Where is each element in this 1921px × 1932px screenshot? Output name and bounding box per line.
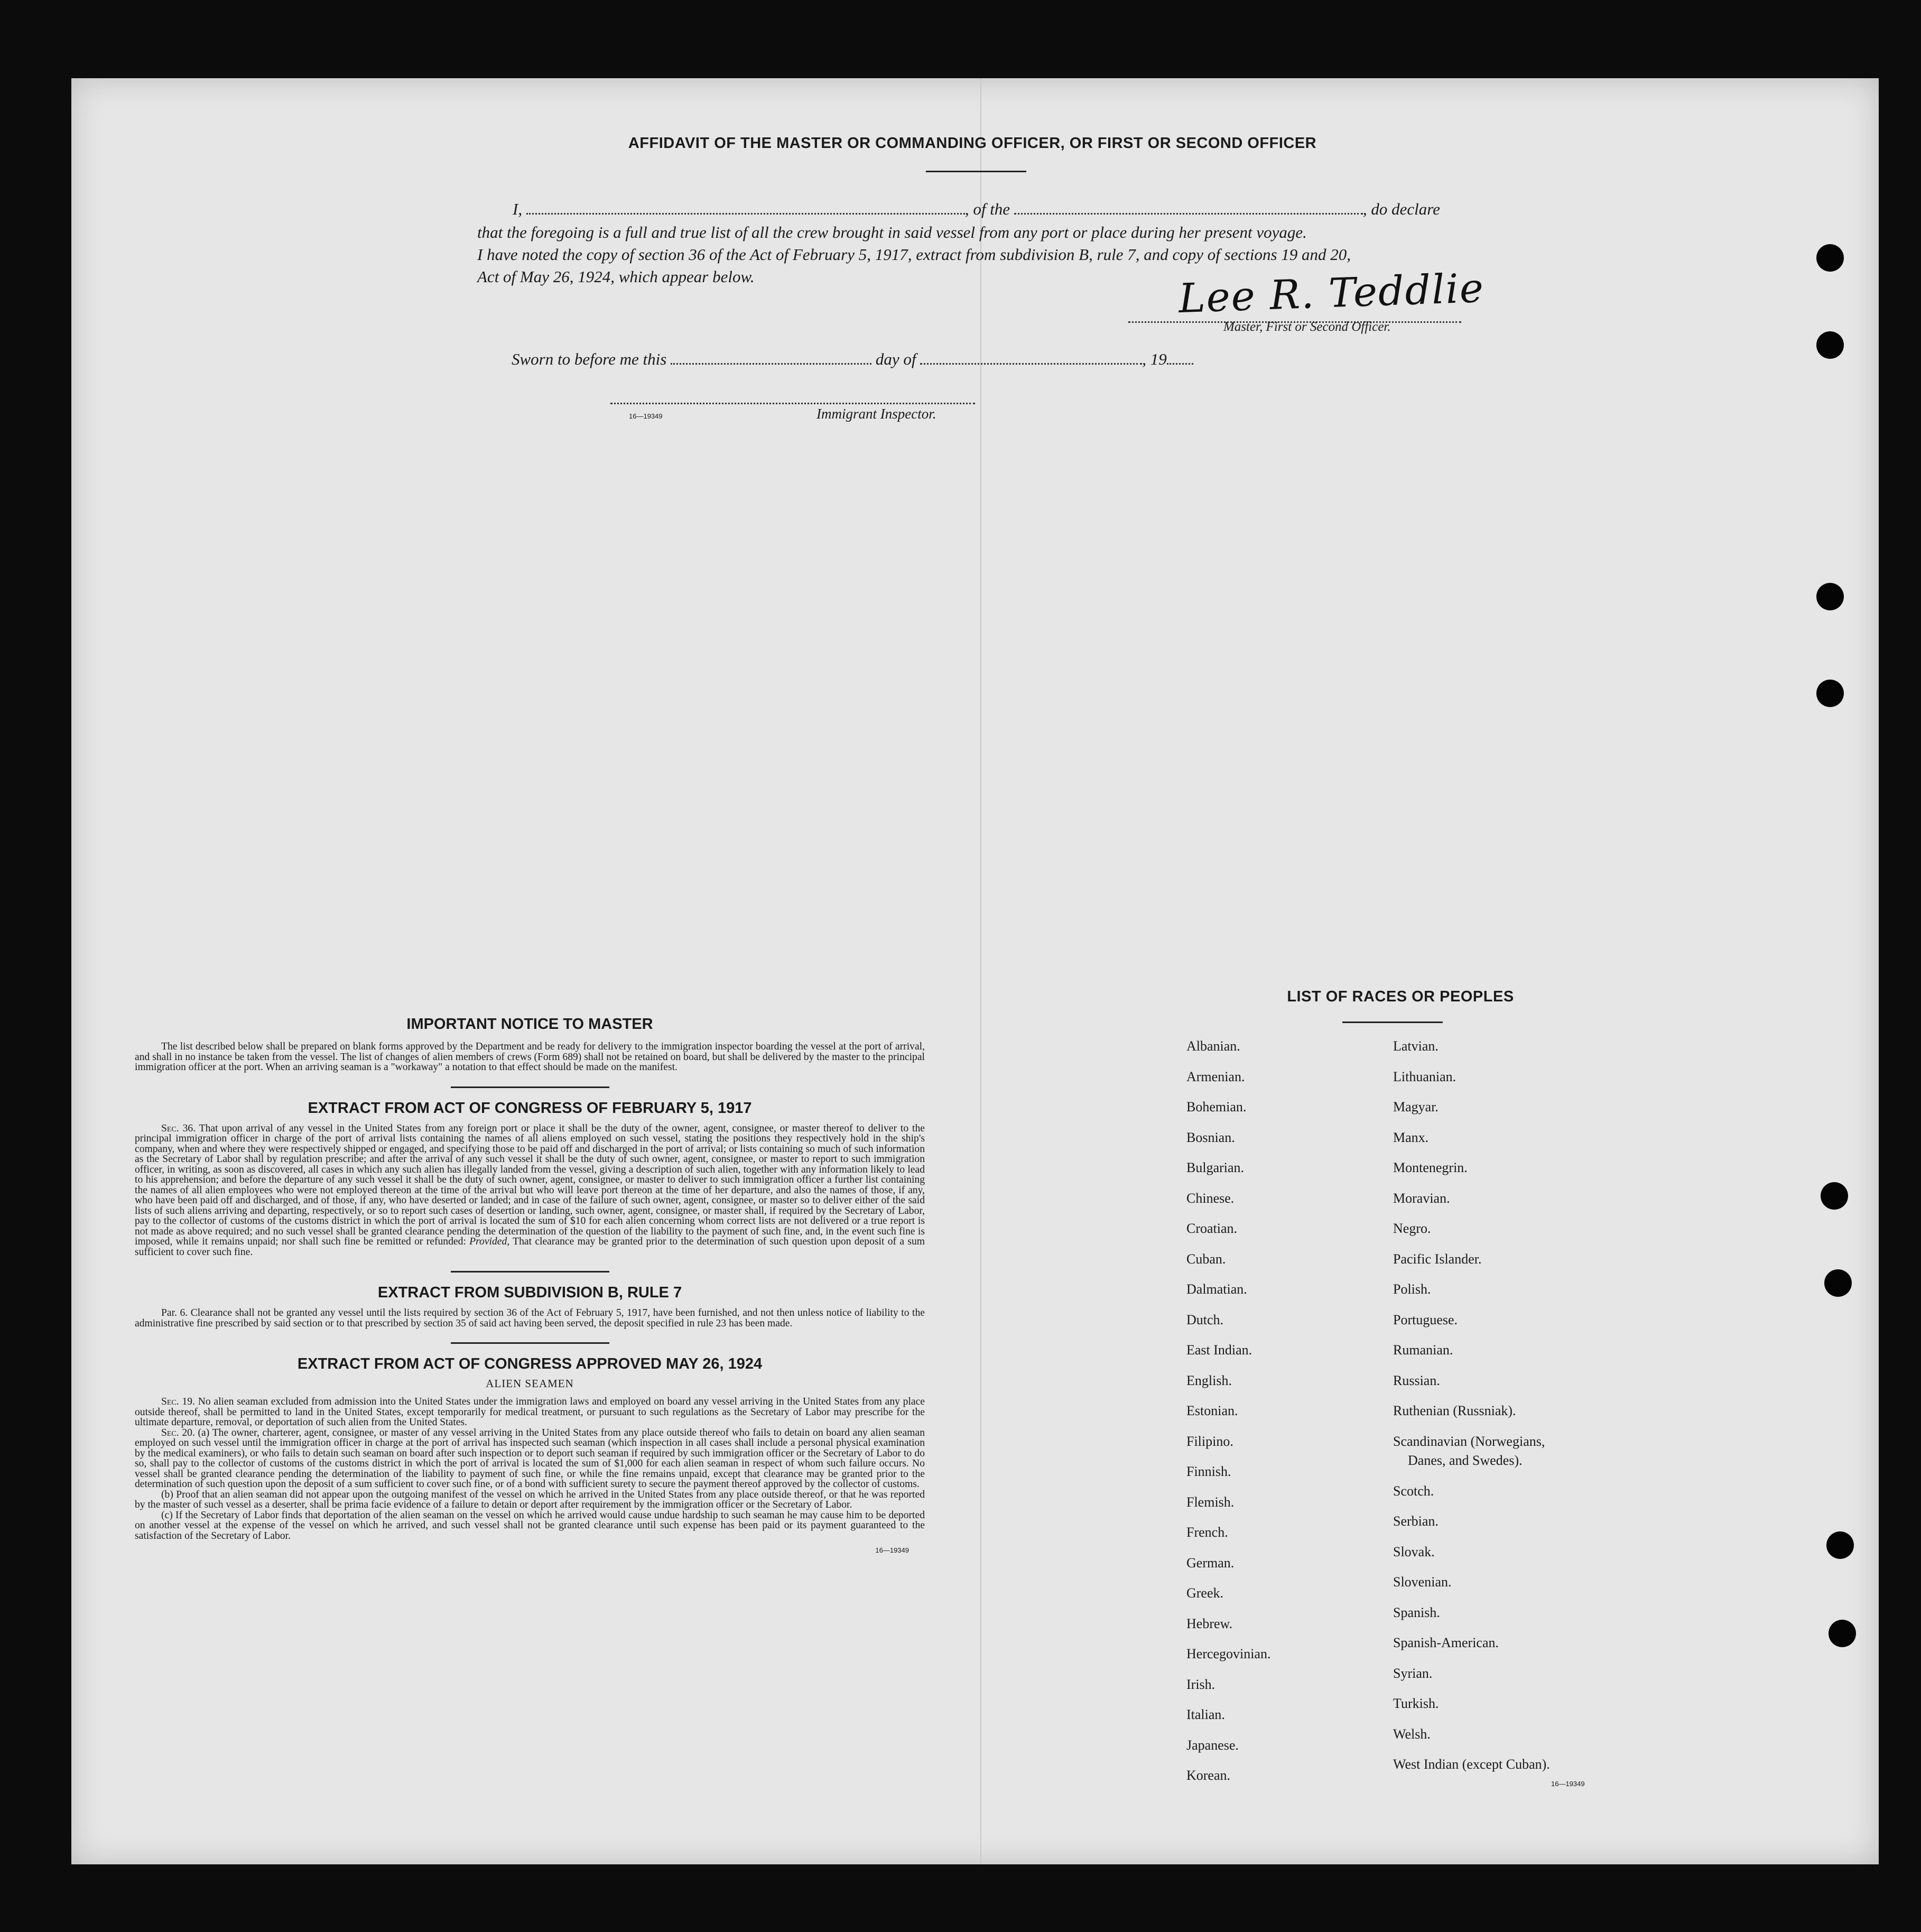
form-code: 16—19349 (629, 412, 663, 420)
sec-20-label: Sec. 20. (161, 1427, 195, 1438)
sworn-year-field[interactable] (1167, 363, 1193, 365)
race-item: Italian. (1186, 1707, 1225, 1722)
extract-1924-title: EXTRACT FROM ACT OF CONGRESS APPROVED MAY 26, 1924 (297, 1355, 763, 1372)
sworn-day-field[interactable] (671, 363, 871, 365)
affidavit-title: AFFIDAVIT OF THE MASTER OR COMMANDING OFFICER, OR FIRST OR SECOND OFFICER (628, 135, 1317, 152)
race-item: Negro. (1393, 1221, 1431, 1236)
sec-19-body: No alien seaman excluded from admission into the United States under the immigration laws and employed on board any vessel arriving in the United States from any place outside thereof, shall be permitted to land in the United States, except temporarily for medical treatment, or pursuant to such regulations as the Secretary of Labor may prescribe for the ultimate departure, removal, or deportation of such alien from the United States. (135, 1396, 925, 1428)
race-item: Syrian. (1393, 1665, 1433, 1681)
punch-hole (1824, 1269, 1852, 1297)
race-item: Welsh. (1393, 1726, 1431, 1742)
race-item: Moravian. (1393, 1190, 1450, 1206)
title-rule (926, 171, 1026, 172)
race-item: Estonian. (1186, 1403, 1238, 1418)
race-item: Irish. (1186, 1676, 1215, 1692)
declaration-line-2: that the foregoing is a full and true list of all the crew brought in said vessel from any port or place during her present voyage. (477, 223, 1307, 242)
declaration-i: I, (513, 200, 523, 218)
name-field[interactable] (526, 213, 965, 215)
sec-36-body: That upon arrival of any vessel in the United States from any foreign port or place it shall be the duty of the owner, agent, consignee, or master thereof to deliver to the principal immigration officer in charge of the port of arrival lists containing the names of all aliens employed on such vessel, stating the positions they respectively hold in the ship's company, when and where they were respectively shipped or engaged, and specifying those to be paid off and discharged in the port of arrival; or lists containing so much of such information as the Secretary of Labor shall by regulation prescribe; and after the arrival of any such vessel it shall be the duty of such owner, agent, consignee, or master to report to such immigration officer, in writing, as soon as discovered, all cases in which any such alien has illegally landed from the vessel, giving a description of such alien, together with any information likely to lead to his apprehension; and before the departure of any such vessel it shall be the duty of such owner, agent, consignee, or master to deliver to such immigration officer a further list containing the names of all alien employees who were not employed thereon at the time of the arrival but who will leave port thereon at the time of her departure, and also the names of those, if any, who have been paid off and discharged, and of those, if any, who have deserted or landed; and in case of the failure of such owner, agent, consignee, or master so to deliver either of the said lists of such aliens arriving and departing, respectively, or so to report such cases of desertion or landing, such owner, agent, consignee, or master shall, if required by the Secretary of Labor, pay to the collector of customs of the customs district in which the port of arrival is located the sum of $10 for each alien concerning whom correct lists are not delivered or a true report is not made as above required; and no such vessel shall be granted clearance pending the determination of the question of the liability to the payment of such fine, and, in the event such fine is imposed, while it remains unpaid; nor shall such fine be remitted or refunded: (135, 1122, 925, 1247)
race-item: Armenian. (1186, 1069, 1245, 1084)
race-item: Dalmatian. (1186, 1281, 1247, 1297)
sec-20b-text: (b) Proof that an alien seaman did not appear upon the outgoing manifest of the vessel on which he arrived in the United States from any place outside thereof, or that he was reported by the master of such vessel as a deserter, shall be prima facie evidence of a failure to detain or deport after requirement by the immigration officer or the Secretary of Labor. (135, 1489, 925, 1510)
race-item: Portuguese. (1393, 1312, 1458, 1327)
sworn-label: Sworn to before me this (512, 350, 667, 368)
master-signature: Lee R. Teddlie (1177, 264, 1486, 322)
punch-hole (1829, 1620, 1856, 1647)
race-item: Lithuanian. (1393, 1069, 1456, 1084)
race-item: Dutch. (1186, 1312, 1224, 1327)
race-item: Danes, and Swedes). (1408, 1452, 1523, 1468)
race-item: Spanish. (1393, 1604, 1440, 1620)
race-item: Croatian. (1186, 1221, 1238, 1236)
race-item: Scotch. (1393, 1483, 1434, 1499)
sworn-month-field[interactable] (920, 363, 1142, 365)
race-item: Albanian. (1186, 1038, 1240, 1054)
race-item: Polish. (1393, 1281, 1431, 1297)
sec-19-label: Sec. 19. (161, 1396, 195, 1407)
vessel-field[interactable] (1014, 213, 1363, 215)
race-item: Bosnian. (1186, 1129, 1235, 1145)
race-item: Flemish. (1186, 1494, 1235, 1510)
sec-20a-body: (a) The owner, charterer, agent, consignee, or master of any vessel arriving in the United States from any place outside thereof who fails to detain on board any alien seaman employed on such vessel until the immigration officer in charge at the port of arrival has inspected such seaman (which inspection in all cases shall include a personal physical examination by the medical examiners), or who fails to detain such seaman on board after such inspection or to deport such seaman if required by such immigration officer or the Secretary of Labor to do so, shall pay to the collector of customs of the customs district in which the port of arrival is located the sum of $1,000 for each alien seaman in respect of whom such failure occurs. No vessel shall be granted clearance pending the determination of the liability to payment of such fine, or while the fine remains unpaid, except that clearance may be granted prior to the determination of such question upon the deposit of a sum sufficient to cover such fine, or of a bond with sufficient surety to secure the payment thereof approved by the collector of customs. (135, 1427, 925, 1490)
sworn-year-label: , 19 (1142, 350, 1167, 368)
race-item: Scandinavian (Norwegians, (1393, 1433, 1545, 1449)
race-item: Magyar. (1393, 1099, 1439, 1114)
proviso-label: Provided, (469, 1236, 510, 1247)
race-item: Latvian. (1393, 1038, 1439, 1054)
race-item: Bulgarian. (1186, 1160, 1245, 1175)
declaration-line-1 (513, 200, 1480, 219)
race-item: English. (1186, 1372, 1232, 1388)
race-item: Rumanian. (1393, 1342, 1453, 1358)
race-item: Chinese. (1186, 1190, 1235, 1206)
declaration-of-the: , of the (964, 200, 1010, 218)
race-item: Manx. (1393, 1129, 1429, 1145)
race-item: Hercegovinian. (1186, 1646, 1271, 1661)
subdivision-text: Par. 6. Clearance shall not be granted any vessel until the lists required by section 36 of the Act of February 5, 1917, have been furnished, and not then unless notice of liability to the administrative fine prescribed by said section or to that prescribed by section 35 of said act having been served, the deposit specified in rule 23 has been made. (135, 1307, 925, 1329)
page-fold (980, 78, 981, 1864)
section-divider (451, 1271, 609, 1272)
race-item: Turkish. (1393, 1696, 1439, 1711)
race-item: Korean. (1186, 1768, 1231, 1783)
form-code: 16—19349 (875, 1546, 909, 1554)
subdivision-title: EXTRACT FROM SUBDIVISION B, RULE 7 (377, 1284, 682, 1301)
punch-hole (1826, 1531, 1854, 1559)
race-item: Slovenian. (1393, 1574, 1452, 1590)
races-title-rule (1342, 1021, 1443, 1023)
race-item: Slovak. (1393, 1544, 1435, 1559)
punch-hole (1816, 583, 1844, 610)
race-item: Russian. (1393, 1372, 1440, 1388)
sworn-line (512, 350, 1193, 369)
signature-caption: Master, First or Second Officer. (1223, 320, 1391, 334)
alien-seamen-subtitle: ALIEN SEAMEN (486, 1377, 574, 1390)
inspector-line (610, 403, 975, 404)
race-item: French. (1186, 1525, 1228, 1540)
race-item: Ruthenian (Russniak). (1393, 1403, 1516, 1418)
punch-hole (1816, 244, 1844, 272)
sworn-day-of: day of (875, 350, 916, 368)
notice-column (135, 1016, 925, 1554)
notice-text: The list described below shall be prepared on blank forms approved by the Department and be ready for delivery to the immigration inspector boarding the vessel at the port of arrival, and shall in no instance be taken from the vessel. The list of changes of alien members of crews (Form 689) shall not be retained on board, but shall be delivered by the master to the principal immigration officer at the port. When an arriving seaman is a "workaway" a notation to that effect should be made on the manifest. (135, 1041, 925, 1073)
punch-hole (1816, 331, 1844, 359)
punch-hole (1816, 680, 1844, 707)
extract-1917-title: EXTRACT FROM ACT OF CONGRESS OF FEBRUARY 5, 1917 (308, 1099, 752, 1117)
sec-19-text (135, 1397, 925, 1428)
race-item: West Indian (except Cuban). (1393, 1757, 1550, 1772)
race-item: East Indian. (1186, 1342, 1252, 1358)
races-title: LIST OF RACES OR PEOPLES (1287, 988, 1514, 1005)
sec-20a-text (135, 1428, 925, 1490)
race-item: Cuban. (1186, 1251, 1226, 1267)
declaration-line-3: I have noted the copy of section 36 of the Act of February 5, 1917, extract from subdivision B, rule 7, and copy of sections 19 and 20, (477, 245, 1351, 264)
declaration-line-4: Act of May 26, 1924, which appear below. (477, 267, 755, 286)
declaration-end: , do declare (1362, 200, 1440, 218)
race-item: German. (1186, 1555, 1235, 1571)
race-item: Hebrew. (1186, 1615, 1233, 1631)
race-item: Spanish-American. (1393, 1635, 1499, 1650)
races-form-code: 16—19349 (1551, 1780, 1585, 1788)
extract-1917-text (135, 1123, 925, 1258)
race-item: Pacific Islander. (1393, 1251, 1482, 1267)
proviso-body: That clearance may be granted prior to the determination of such question upon deposit of a sum sufficient to cover such fine. (135, 1236, 925, 1258)
race-item: Filipino. (1186, 1433, 1233, 1449)
race-item: Serbian. (1393, 1513, 1439, 1529)
notice-title: IMPORTANT NOTICE TO MASTER (406, 1016, 653, 1033)
sec-20c-text: (c) If the Secretary of Labor finds that deportation of the alien seaman on the vessel on which he arrived would cause undue hardship to such seaman he may cause him to be deported on another vessel at the expense of the vessel on which he arrived, and such vessel shall not be granted clearance until such expense has been paid or its payment guaranteed to the satisfaction of the Secretary of Labor. (135, 1509, 925, 1541)
punch-hole (1821, 1182, 1848, 1210)
race-item: Japanese. (1186, 1737, 1239, 1753)
section-divider (451, 1086, 609, 1088)
race-item: Greek. (1186, 1585, 1224, 1601)
inspector-caption: Immigrant Inspector. (816, 406, 936, 422)
document-page (71, 78, 1879, 1864)
section-divider (451, 1342, 609, 1344)
race-item: Montenegrin. (1393, 1160, 1468, 1175)
race-item: Finnish. (1186, 1464, 1231, 1479)
sec-36-label: Sec. 36. (161, 1122, 196, 1134)
race-item: Bohemian. (1186, 1099, 1247, 1114)
